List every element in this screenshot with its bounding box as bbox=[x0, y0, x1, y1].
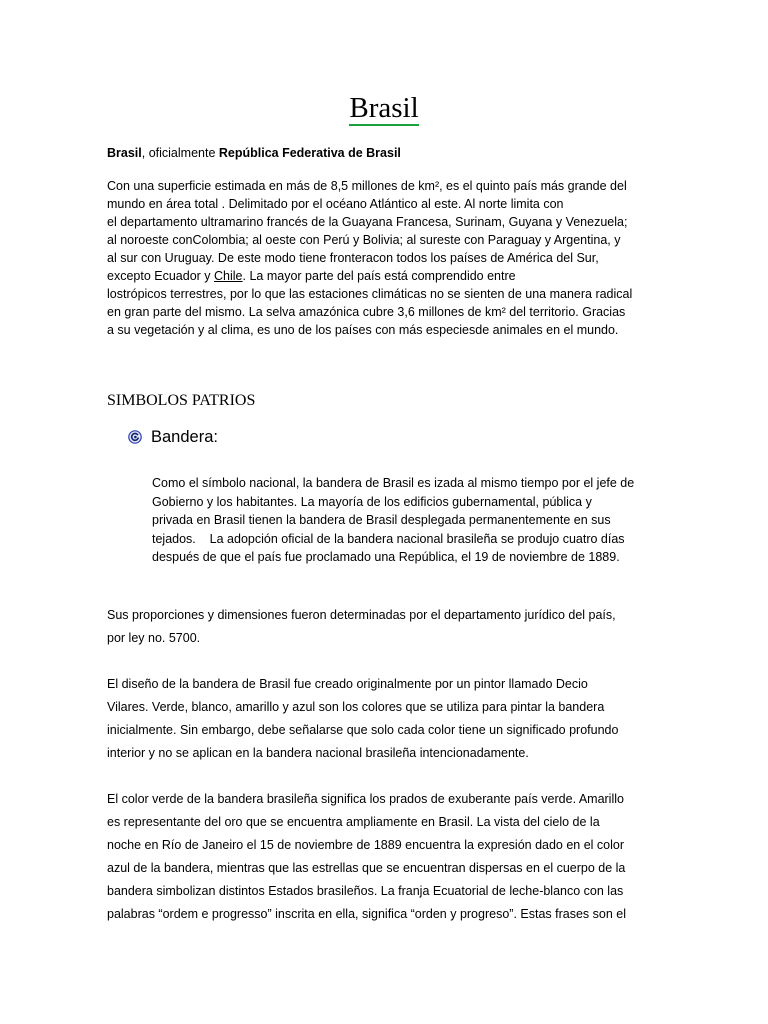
intro-connector: , oficialmente bbox=[141, 146, 219, 160]
text-line: privada en Brasil tienen la bandera de Brasil desplegada permanentemente en sus bbox=[152, 513, 611, 527]
bullet-swirl-icon bbox=[128, 430, 142, 444]
text-line bbox=[107, 267, 667, 285]
paragraph-overview bbox=[107, 177, 667, 339]
text-line: Vilares. Verde, blanco, amarillo y azul son los colores que se utiliza para pintar la bandera bbox=[107, 700, 605, 714]
text-line: Sus proporciones y dimensiones fueron determinadas por el departamento jurídico del país, bbox=[107, 608, 616, 622]
text-line: El color verde de la bandera brasileña significa los prados de exuberante país verde. Amarillo bbox=[107, 792, 624, 806]
text-line: es representante del oro que se encuentra ampliamente en Brasil. La vista del cielo de la bbox=[107, 815, 600, 829]
text-line: noche en Río de Janeiro el 15 de noviembre de 1889 encuentra la expresión dado en el color bbox=[107, 838, 625, 852]
paragraph-design bbox=[107, 673, 667, 765]
text-fragment: excepto Ecuador y bbox=[107, 269, 215, 283]
paragraph-colors bbox=[107, 788, 667, 926]
text-line: interior y no se aplican en la bandera nacional brasileña intencionadamente. bbox=[107, 746, 529, 760]
text-line: al sur con Uruguay. De este modo tiene fronteracon todos los países de América del Sur, bbox=[107, 251, 599, 265]
text-fragment: . La mayor parte del país está comprendido entre bbox=[242, 269, 516, 283]
text-line: bandera simbolizan distintos Estados brasileños. La franja Ecuatorial de leche-blanco con las bbox=[107, 884, 624, 898]
text-line: Gobierno y los habitantes. La mayoría de los edificios gubernamental, pública y bbox=[152, 494, 592, 509]
text-line: Como el símbolo nacional, la bandera de Brasil es izada al mismo tiempo por el jefe de bbox=[152, 476, 635, 490]
intro-line bbox=[107, 144, 401, 162]
text-line: lostrópicos terrestres, por lo que las estaciones climáticas no se sienten de una manera radical bbox=[107, 287, 633, 301]
text-line: al noroeste conColombia; al oeste con Perú y Bolivia; al sureste con Paraguay y Argentina, y bbox=[107, 233, 621, 247]
text-line: El diseño de la bandera de Brasil fue creado originalmente por un pintor llamado Decio bbox=[107, 677, 588, 691]
text-line: mundo en área total . Delimitado por el océano Atlántico al este. Al norte limita con bbox=[107, 197, 564, 211]
section-heading: SIMBOLOS PATRIOS bbox=[107, 392, 256, 409]
text-line: palabras “ordem e progresso” inscrita en ella, significa “orden y progreso”. Estas frases son el bbox=[107, 907, 626, 921]
text-line: en gran parte del mismo. La selva amazónica cubre 3,6 millones de km² del territorio. Gracias bbox=[107, 305, 626, 319]
chile-link[interactable]: Chile bbox=[214, 269, 243, 283]
paragraph-bandera bbox=[152, 474, 667, 567]
text-line: el departamento ultramarino francés de la Guayana Francesa, Surinam, Guyana y Venezuela; bbox=[107, 215, 628, 229]
text-line: después de que el país fue proclamado una República, el 19 de noviembre de 1889. bbox=[152, 550, 620, 564]
bullet-label-bandera: Bandera: bbox=[151, 428, 218, 446]
intro-official-name: República Federativa de Brasil bbox=[218, 146, 401, 160]
page-title-text: Brasil bbox=[349, 92, 419, 124]
text-line: tejados. La adopción oficial de la bandera nacional brasileña se produjo cuatro días bbox=[152, 531, 625, 546]
page-title bbox=[0, 88, 768, 128]
text-line: inicialmente. Sin embargo, debe señalarse que solo cada color tiene un significado profundo bbox=[107, 723, 619, 737]
text-line: azul de la bandera, mientras que las estrellas que se encuentran dispersas en el cuerpo de la bbox=[107, 861, 626, 875]
text-line: por ley no. 5700. bbox=[107, 631, 201, 645]
text-line: a su vegetación y al clima, es uno de los países con más especiesde animales en el mundo. bbox=[107, 323, 619, 337]
paragraph-proportions bbox=[107, 604, 667, 650]
text-line: Con una superficie estimada en más de 8,5 millones de km², es el quinto país más grande del bbox=[107, 179, 627, 193]
intro-country-name: Brasil bbox=[107, 146, 142, 160]
